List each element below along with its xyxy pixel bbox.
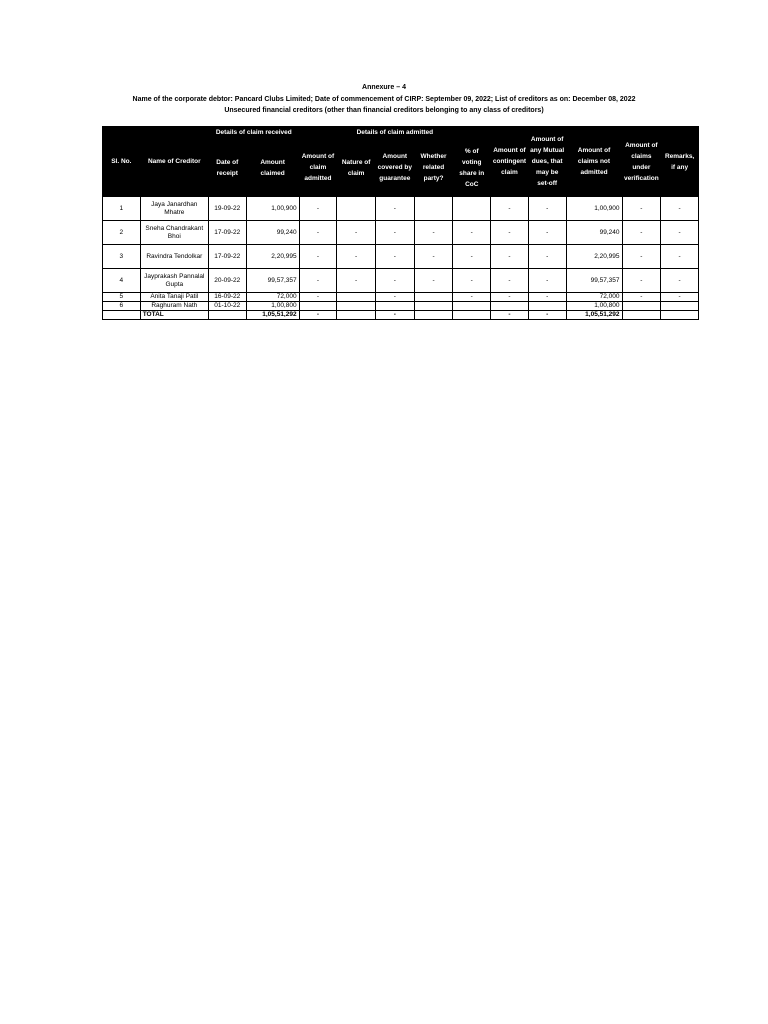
cell-date: 17-09-22 xyxy=(208,245,246,269)
cell-related xyxy=(414,302,453,311)
cell-admitted: - xyxy=(299,221,337,245)
cell-voting xyxy=(453,311,491,320)
cell-verification xyxy=(622,302,661,311)
cell-voting xyxy=(453,197,491,221)
document-subtitle: Name of the corporate debtor: Pancard Clubs Limited; Date of commencement of CIRP: September 09, 2022; List of creditors as on: December 08, 2022 xyxy=(132,96,636,103)
group-header-received: Details of claim received xyxy=(208,127,299,139)
cell-mutual: - xyxy=(528,269,566,293)
cell-name: Jayprakash Pannalal Gupta xyxy=(140,269,208,293)
col-header-verification: Amount of claims under verification xyxy=(622,127,661,197)
cell-name: Anita Tanaji Patil xyxy=(140,293,208,302)
cell-related: - xyxy=(414,221,453,245)
cell-contingent: - xyxy=(491,293,529,302)
col-header-related: Whether related party? xyxy=(414,139,453,197)
table-row xyxy=(103,269,699,293)
table-row xyxy=(103,221,699,245)
annexure-title: Annexure – 4 xyxy=(362,84,406,91)
col-header-contingent: Amount of contingent claim xyxy=(491,127,529,197)
cell-not-admitted: 72,000 xyxy=(566,293,622,302)
cell-guarantee: - xyxy=(375,293,414,302)
cell-admitted: - xyxy=(299,245,337,269)
cell-guarantee: - xyxy=(375,245,414,269)
cell-sl xyxy=(103,311,141,320)
cell-contingent: - xyxy=(491,221,529,245)
col-header-nature: Nature of claim xyxy=(337,139,376,197)
cell-not-admitted: 2,20,995 xyxy=(566,245,622,269)
cell-nature: - xyxy=(337,221,376,245)
total-label: TOTAL xyxy=(140,311,208,320)
total-admitted: - xyxy=(299,311,337,320)
cell-voting: - xyxy=(453,293,491,302)
cell-sl: 6 xyxy=(103,302,141,311)
cell-verification: - xyxy=(622,245,661,269)
cell-not-admitted: 1,00,900 xyxy=(566,197,622,221)
cell-sl: 3 xyxy=(103,245,141,269)
cell-admitted xyxy=(299,302,337,311)
cell-not-admitted: 99,240 xyxy=(566,221,622,245)
cell-contingent: - xyxy=(491,245,529,269)
cell-verification: - xyxy=(622,293,661,302)
cell-voting: - xyxy=(453,221,491,245)
total-row xyxy=(103,311,699,320)
cell-claimed: 72,000 xyxy=(246,293,299,302)
cell-nature: - xyxy=(337,245,376,269)
cell-date: 16-09-22 xyxy=(208,293,246,302)
cell-remarks: - xyxy=(661,221,699,245)
cell-remarks xyxy=(661,302,699,311)
cell-claimed: 2,20,995 xyxy=(246,245,299,269)
cell-sl: 4 xyxy=(103,269,141,293)
cell-date: 19-09-22 xyxy=(208,197,246,221)
cell-guarantee: - xyxy=(375,269,414,293)
cell-name: Jaya Janardhan Mhatre xyxy=(140,197,208,221)
cell-admitted: - xyxy=(299,269,337,293)
cell-nature xyxy=(337,293,376,302)
cell-nature xyxy=(337,311,376,320)
cell-guarantee xyxy=(375,302,414,311)
cell-voting: - xyxy=(453,245,491,269)
cell-verification xyxy=(622,311,661,320)
cell-remarks: - xyxy=(661,269,699,293)
col-header-amount-admitted: Amount of claim admitted xyxy=(299,139,337,197)
cell-mutual: - xyxy=(528,293,566,302)
col-header-date: Date of receipt xyxy=(208,139,246,197)
group-header-admitted: Details of claim admitted xyxy=(299,127,491,139)
table-row xyxy=(103,197,699,221)
cell-mutual: - xyxy=(528,221,566,245)
col-header-mutual: Amount of any Mutual dues, that may be set-off xyxy=(528,127,566,197)
cell-sl: 2 xyxy=(103,221,141,245)
total-mutual: - xyxy=(528,311,566,320)
cell-mutual xyxy=(528,302,566,311)
cell-date: 01-10-22 xyxy=(208,302,246,311)
cell-remarks: - xyxy=(661,293,699,302)
cell-related xyxy=(414,311,453,320)
cell-remarks: - xyxy=(661,197,699,221)
cell-not-admitted: 99,57,357 xyxy=(566,269,622,293)
cell-claimed: 99,57,357 xyxy=(246,269,299,293)
total-contingent: - xyxy=(491,311,529,320)
cell-related xyxy=(414,197,453,221)
cell-guarantee: - xyxy=(375,221,414,245)
cell-date: 20-09-22 xyxy=(208,269,246,293)
creditors-table xyxy=(102,126,699,320)
cell-mutual: - xyxy=(528,197,566,221)
cell-contingent: - xyxy=(491,269,529,293)
cell-claimed: 99,240 xyxy=(246,221,299,245)
cell-verification: - xyxy=(622,221,661,245)
total-guarantee: - xyxy=(375,311,414,320)
cell-verification: - xyxy=(622,269,661,293)
col-header-remarks: Remarks, if any xyxy=(661,127,699,197)
table-row xyxy=(103,302,699,311)
cell-related: - xyxy=(414,269,453,293)
cell-related xyxy=(414,293,453,302)
col-header-name: Name of Creditor xyxy=(140,127,208,197)
cell-sl: 1 xyxy=(103,197,141,221)
cell-mutual: - xyxy=(528,245,566,269)
total-not-admitted: 1,05,51,292 xyxy=(566,311,622,320)
creditor-category: Unsecured financial creditors (other than financial creditors belonging to any class of creditors) xyxy=(224,107,544,114)
cell-claimed: 1,00,800 xyxy=(246,302,299,311)
cell-admitted: - xyxy=(299,293,337,302)
col-header-voting: % of voting share in CoC xyxy=(453,139,491,197)
cell-contingent xyxy=(491,302,529,311)
cell-nature: - xyxy=(337,269,376,293)
cell-contingent: - xyxy=(491,197,529,221)
cell-guarantee: - xyxy=(375,197,414,221)
table-row xyxy=(103,293,699,302)
cell-verification: - xyxy=(622,197,661,221)
cell-admitted: - xyxy=(299,197,337,221)
col-header-guarantee: Amount covered by guarantee xyxy=(375,139,414,197)
cell-name: Sneha Chandrakant Bhoi xyxy=(140,221,208,245)
cell-name: Ravindra Tendolkar xyxy=(140,245,208,269)
cell-not-admitted: 1,00,800 xyxy=(566,302,622,311)
cell-nature xyxy=(337,197,376,221)
col-header-not-admitted: Amount of claims not admitted xyxy=(566,127,622,197)
cell-sl: 5 xyxy=(103,293,141,302)
cell-related: - xyxy=(414,245,453,269)
cell-remarks xyxy=(661,311,699,320)
cell-date xyxy=(208,311,246,320)
col-header-amount-claimed: Amount claimed xyxy=(246,139,299,197)
cell-voting xyxy=(453,302,491,311)
col-header-sl-no: Sl. No. xyxy=(103,127,141,197)
cell-name: Raghuram Nath xyxy=(140,302,208,311)
cell-voting: - xyxy=(453,269,491,293)
cell-remarks: - xyxy=(661,245,699,269)
cell-date: 17-09-22 xyxy=(208,221,246,245)
cell-claimed: 1,00,900 xyxy=(246,197,299,221)
total-claimed: 1,05,51,292 xyxy=(246,311,299,320)
table-row xyxy=(103,245,699,269)
cell-nature xyxy=(337,302,376,311)
